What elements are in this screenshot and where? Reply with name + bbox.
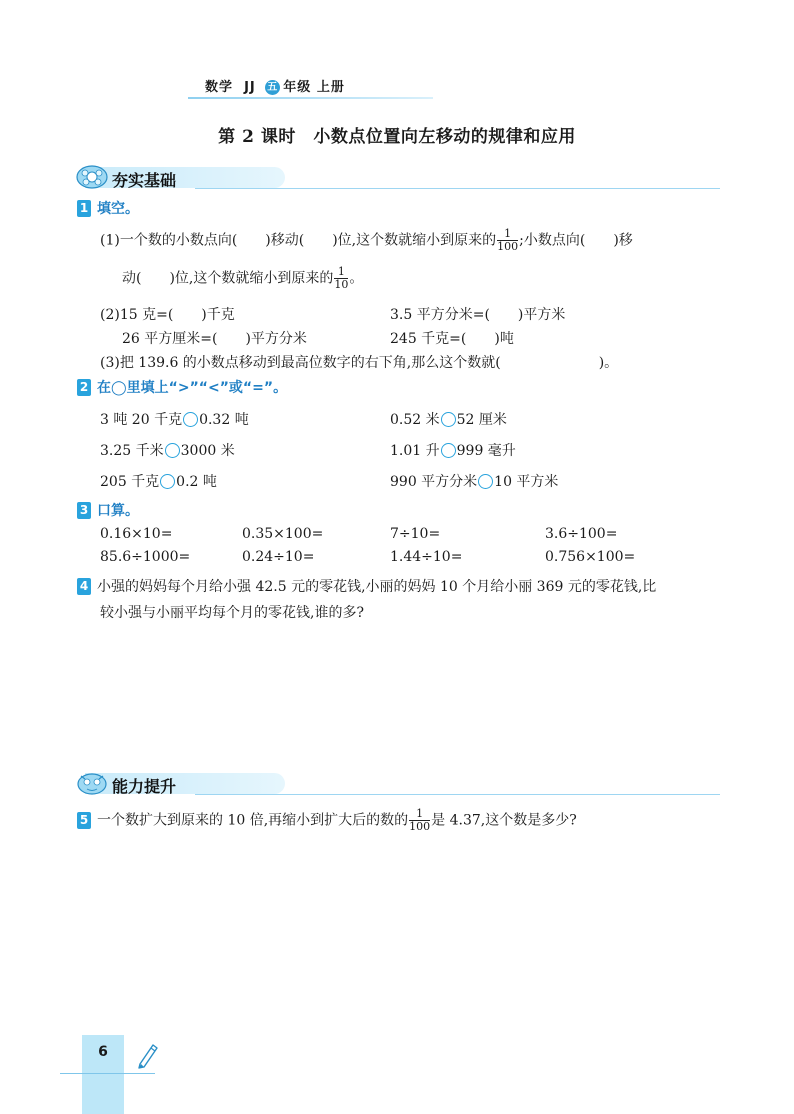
fraction: $\frac{1}{100}$ [409, 807, 431, 833]
q1-part2c: 26 平方厘米=( )平方分米 [122, 331, 307, 347]
fraction: $\frac{1}{10}$ [334, 265, 349, 291]
q4-number: 4 [77, 578, 91, 595]
q1-text: ;小数点向( )移 [519, 232, 633, 249]
section-title-basic: 夯实基础 [112, 171, 177, 190]
q1-number: 1 [77, 200, 91, 217]
q5-line [77, 808, 577, 833]
fraction: $\frac{1}{100}$ [497, 227, 519, 253]
footer-rule [60, 1073, 155, 1074]
compare-circle[interactable] [160, 474, 175, 489]
q2-title: 在◯里填上“>”“<”或“=”。 [97, 380, 288, 396]
q4-line2: 较小强与小丽平均每个月的零花钱,谁的多? [100, 605, 364, 621]
compare-item: 205 千克 0.2 吨 [100, 474, 217, 490]
compare-circle[interactable] [165, 443, 180, 458]
grade-badge: 五 [267, 82, 279, 93]
mental-math-item: 0.16×10= [100, 526, 173, 542]
compare-item: 3 吨 20 千克 0.32 吨 [100, 412, 249, 428]
q3-heading [77, 500, 139, 520]
q1-part2b: 3.5 平方分米=( )平方米 [390, 307, 566, 323]
q1-part2d: 245 千克=( )吨 [390, 331, 514, 347]
q1-text: 。 [349, 270, 364, 287]
mental-math-item: 0.756×100= [545, 549, 636, 565]
q3-number: 3 [77, 502, 91, 519]
compare-item: 1.01 升 999 毫升 [390, 443, 516, 459]
q1-heading [77, 198, 139, 218]
mental-math-item: 0.24÷10= [242, 549, 315, 565]
q1-part3: (3)把 139.6 的小数点移动到最高位数字的右下角,那么这个数就( )。 [100, 355, 619, 371]
section-banner-advanced [75, 770, 720, 796]
lesson-title: 第 2 课时 小数点位置向左移动的规律和应用 [218, 127, 576, 147]
compare-circle[interactable] [441, 412, 456, 427]
cartoon-icon [75, 770, 109, 796]
q5-text: 一个数扩大到原来的 10 倍,再缩小到扩大后的数的 [97, 812, 409, 829]
q2-heading [77, 377, 287, 397]
q1-part2a: (2)15 克=( )千克 [100, 307, 235, 323]
mental-math-item: 85.6÷1000= [100, 549, 191, 565]
compare-item: 3.25 千米 3000 米 [100, 443, 235, 459]
mental-math-item: 1.44÷10= [390, 549, 463, 565]
q1-part1-line1 [100, 228, 633, 253]
compare-item: 990 平方分米 10 平方米 [390, 474, 559, 490]
q1-part1-line2 [122, 266, 363, 291]
q3-title: 口算。 [97, 503, 139, 519]
subject: 数学 [205, 80, 234, 95]
q1-title: 填空。 [97, 201, 139, 217]
flower-icon [75, 164, 109, 190]
compare-circle[interactable] [478, 474, 493, 489]
edition: JJ [244, 80, 256, 95]
mental-math-item: 7÷10= [390, 526, 441, 542]
q4-line1 [77, 576, 656, 596]
compare-circle[interactable] [183, 412, 198, 427]
compare-circle[interactable] [441, 443, 456, 458]
q1-text: (1)一个数的小数点向( )移动( )位,这个数就缩小到原来的 [100, 232, 497, 249]
q1-text: 动( )位,这个数就缩小到原来的 [122, 270, 334, 287]
grade-text: 年级 上册 [283, 80, 345, 95]
mental-math-item: 0.35×100= [242, 526, 324, 542]
section-title-advanced: 能力提升 [112, 777, 177, 796]
pencil-icon [134, 1040, 160, 1070]
compare-item: 0.52 米 52 厘米 [390, 412, 507, 428]
header-divider [188, 97, 433, 99]
q5-number: 5 [77, 812, 91, 829]
q5-text: 是 4.37,这个数是多少? [431, 812, 577, 829]
q4-text: 小强的妈妈每个月给小强 42.5 元的零花钱,小丽的妈妈 10 个月给小丽 369 元的零花钱,比 [97, 579, 657, 595]
mental-math-item: 3.6÷100= [545, 526, 618, 542]
q2-number: 2 [77, 379, 91, 396]
section-banner-basic [75, 164, 720, 190]
book-header [205, 76, 345, 95]
page-number: 6 [98, 1044, 108, 1060]
